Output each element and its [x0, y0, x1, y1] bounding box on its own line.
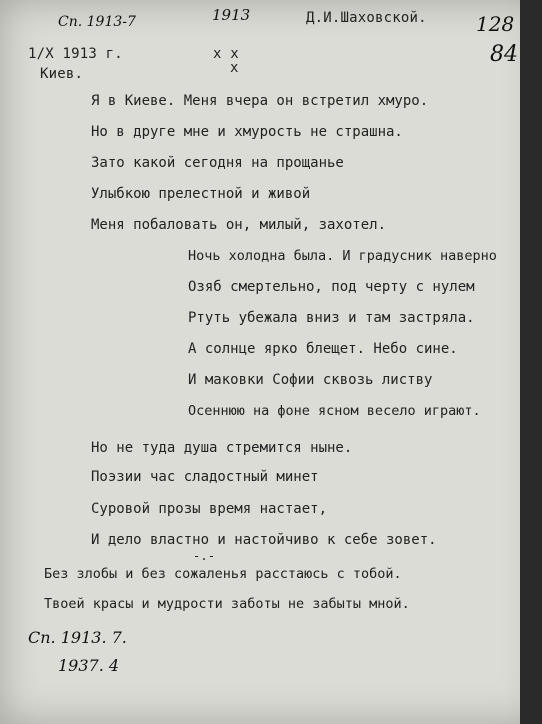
- archive-folio-number: 84: [490, 42, 518, 67]
- author-name: Д.И.Шаховской.: [306, 10, 427, 26]
- poem-line: Зато какой сегодня на прощанье: [91, 155, 344, 171]
- archive-note-top-left: Сп. 1913-7: [58, 14, 136, 30]
- archive-note-year-bottom: 1937. 4: [58, 656, 120, 675]
- poem-line: И маковки Софии сквозь листву: [188, 372, 433, 388]
- poem-line: Но в друге мне и хмурость не страшна.: [91, 124, 403, 140]
- letter-place: Киев.: [40, 66, 84, 82]
- section-stars: x x: [213, 46, 239, 62]
- line-separator: -.-: [193, 549, 216, 563]
- poem-line: Твоей красы и мудрости заботы не забыты мной.: [44, 596, 410, 612]
- poem-line: Поэзии час сладостный минет: [91, 469, 319, 485]
- poem-line: Суровой прозы время настает,: [91, 501, 328, 517]
- archive-note-year: 1913: [212, 6, 251, 24]
- page-edge-shadow: [520, 0, 542, 724]
- poem-line: Я в Киеве. Меня вчера он встретил хмуро.: [91, 93, 429, 109]
- poem-line: Но не туда душа стремится ныне.: [91, 440, 353, 456]
- poem-line: Осеннюю на фоне ясном весело играют.: [188, 403, 481, 419]
- poem-line: Озяб смертельно, под черту с нулем: [188, 279, 475, 295]
- poem-line: И дело властно и настойчиво к себе зовет.: [91, 532, 437, 548]
- poem-line: Ртуть убежала вниз и там застряла.: [188, 310, 475, 326]
- poem-line: Ночь холодна была. И градусник наверно: [188, 248, 497, 264]
- poem-line: Улыбкою прелестной и живой: [91, 186, 311, 202]
- poem-line: Меня побаловать он, милый, захотел.: [91, 217, 387, 233]
- poem-line: А солнце ярко блещет. Небо сине.: [188, 341, 458, 357]
- section-star-below: x: [230, 60, 239, 76]
- archive-note-bottom: Сп. 1913. 7.: [28, 628, 127, 647]
- archive-page-number: 128: [476, 12, 515, 36]
- letter-date: 1/X 1913 г.: [28, 46, 123, 62]
- poem-line: Без злобы и без сожаленья расстаюсь с тобой.: [44, 566, 402, 582]
